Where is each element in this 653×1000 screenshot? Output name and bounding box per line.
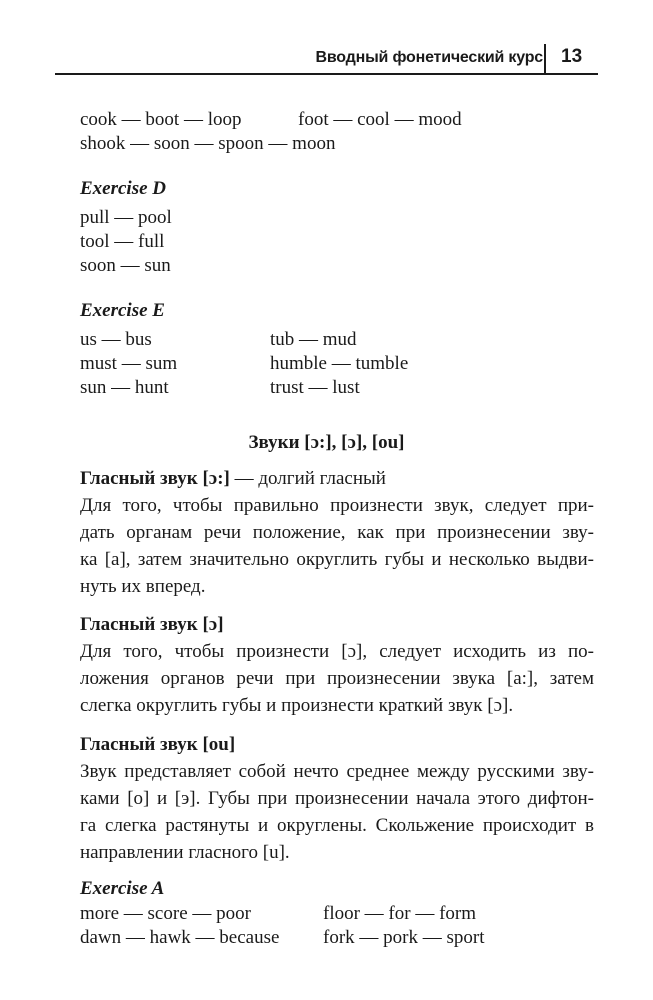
running-header-title: Вводный фонетический курс xyxy=(315,49,543,66)
vowel-short-label: Гласный звук [ɔ] xyxy=(80,614,224,635)
word-row-2-left: shook — soon — spoon — moon xyxy=(80,133,336,154)
exercise-d-line: soon — sun xyxy=(80,255,171,276)
vowel-short-heading xyxy=(80,614,224,636)
exercise-e-right-line: humble — tumble xyxy=(270,353,409,374)
running-header xyxy=(55,40,598,74)
vowel-long-label: Гласный звук [ɔ:] xyxy=(80,468,230,489)
diphthong-paragraph xyxy=(80,758,594,866)
exercise-e-left-line: sun — hunt xyxy=(80,377,169,398)
word-row-1-left: cook — boot — loop xyxy=(80,109,242,130)
header-divider xyxy=(544,44,546,75)
paragraph-line: направлении гласного [u]. xyxy=(80,842,290,863)
exercise-e-title: Exercise E xyxy=(80,300,165,321)
diphthong-heading xyxy=(80,734,235,756)
exercise-a-title: Exercise A xyxy=(80,878,165,899)
paragraph-line: дать органам речи положение, как при произнесении зву- xyxy=(80,522,594,543)
paragraph-line: Для того, чтобы правильно произнести звук, следует при- xyxy=(80,495,594,516)
vowel-long-suffix: — долгий гласный xyxy=(229,468,386,489)
vowel-long-heading xyxy=(80,468,386,490)
vowel-long-paragraph xyxy=(80,492,594,600)
exercise-e-left-line: must — sum xyxy=(80,353,178,374)
page-number-rule xyxy=(546,73,598,75)
exercise-d-line: pull — pool xyxy=(80,207,172,228)
exercise-a-left-line: more — score — poor xyxy=(80,903,251,924)
exercise-a-right-line: floor — for — form xyxy=(323,903,477,924)
paragraph-line: Звук представляет собой нечто среднее между русскими зву- xyxy=(80,761,594,782)
word-row-1-right: foot — cool — mood xyxy=(298,109,462,130)
exercise-d-title: Exercise D xyxy=(80,178,167,199)
section-title: Звуки [ɔ:], [ɔ], [ou] xyxy=(248,432,405,453)
exercise-e-left-line: us — bus xyxy=(80,329,152,350)
diphthong-label: Гласный звук [ou] xyxy=(80,734,236,755)
exercise-e-right-line: trust — lust xyxy=(270,377,360,398)
paragraph-line: ками [o] и [э]. Губы при произнесении начала этого дифтон- xyxy=(80,788,594,809)
header-rule xyxy=(55,73,545,75)
page-number: 13 xyxy=(561,46,583,67)
paragraph-line: слегка округлить губы и произнести краткий звук [ɔ]. xyxy=(80,695,514,716)
paragraph-line: га слегка растянуты и округлены. Скольжение происходит в xyxy=(80,815,594,836)
vowel-short-paragraph xyxy=(80,638,594,719)
exercise-d-line: tool — full xyxy=(80,231,165,252)
exercise-a-left-line: dawn — hawk — because xyxy=(80,927,280,948)
paragraph-line: нуть их вперед. xyxy=(80,576,206,597)
paragraph-line: ка [a], затем значительно округлить губы и несколько выдви- xyxy=(80,549,594,570)
paragraph-line: Для того, чтобы произнести [ɔ], следует исходить из по- xyxy=(80,641,594,662)
paragraph-line: ложения органов речи при произнесении звука [a:], затем xyxy=(80,668,594,689)
exercise-a-right-line: fork — pork — sport xyxy=(323,927,485,948)
exercise-e-right-line: tub — mud xyxy=(270,329,357,350)
